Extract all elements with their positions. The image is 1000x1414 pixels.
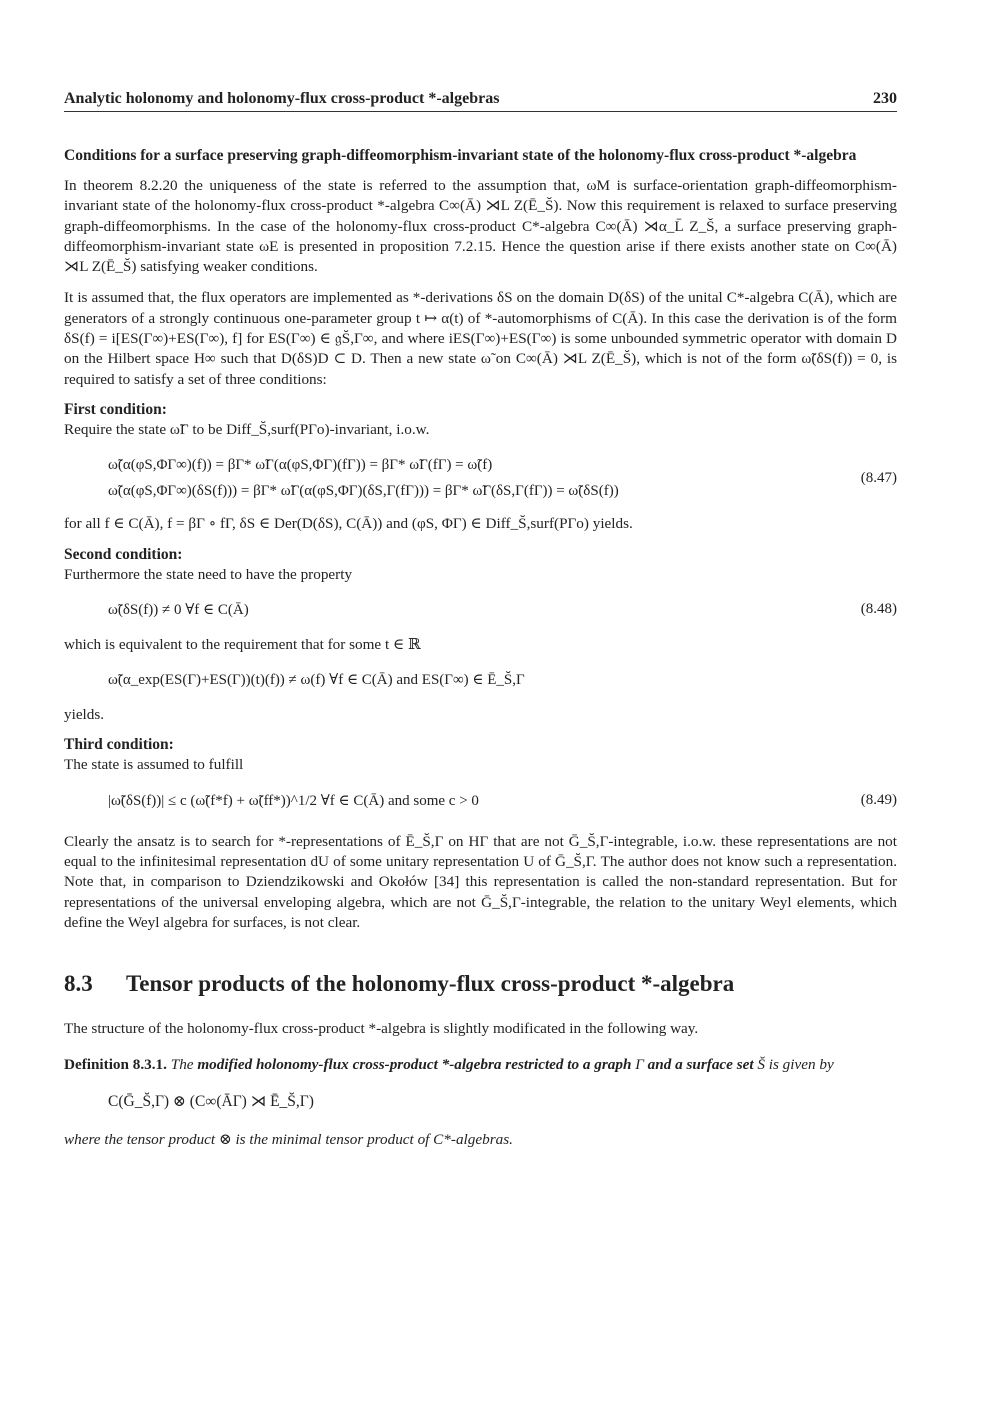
running-title: Analytic holonomy and holonomy-flux cross-product *-algebras xyxy=(64,90,500,107)
equation-8-49 xyxy=(64,790,897,812)
section-title: Tensor products of the holonomy-flux cross-product *-algebra xyxy=(126,971,735,997)
equation-8-47-line-1: ω̃(α(φS,ΦΓ∞)(f)) = βΓ* ω̃Γ(α(φS,ΦΓ)(fΓ)) = βΓ* ω̃Γ(fΓ) = ω̃(f) xyxy=(108,457,493,474)
paragraph-3: Clearly the ansatz is to search for *-representations of Ē_S̆,Γ on HΓ that are not Ḡ_S̆,Γ-integrable, i.o.w. these representations are not equal to the infinitesimal representation dU of some unitary representation U of Ḡ_S̆,Γ. The author does not know such a representation. Note that, in comparison to Dziendzikowski and Okołów [34] this representation is called the non-standard representation. But for representations of the universal enveloping algebra, which are not Ḡ_S̆,Γ-integrable, the relation to the unitary Weyl elements, which define the Weyl algebra for surfaces, is not clear. xyxy=(64,832,897,931)
definition-term-b: and a surface set xyxy=(647,1055,754,1073)
definition-formula: C(Ḡ_S̆,Γ) ⊗ (C∞(ĀΓ) ⋊ Ē_S̆,Γ) xyxy=(108,1092,314,1110)
first-condition-text: Require the state ω̃Γ to be Diff_S̆,surf(PΓo)-invariant, i.o.w. xyxy=(64,420,430,438)
definition-text-a: The xyxy=(170,1055,194,1073)
paragraph-2: It is assumed that, the flux operators are implemented as *-derivations δS on the domain D(δS) of the unital C*-algebra C(Ā), which are generators of a strongly continuous one-parameter group t ↦ α(t) of *-automorphisms of C(Ā). In this case the derivation is of the form δS(f) = i[ES(Γ∞)+ES(Γ∞), f] for ES(Γ∞) ∈ 𝔤S̆,Γ∞, and where iES(Γ∞)+ES(Γ∞) is some unbounded symmetric operator with domain D on the Hilbert space H∞ such that D(δS)D ⊂ D. Then a new state ω̃ on C∞(Ā) ⋊L Z(Ē_S̆), which is not of the form ω̃(δS(f)) = 0, is required to satisfy a set of three conditions: xyxy=(64,289,897,388)
definition-term-a: modified holonomy-flux cross-product *-algebra restricted to a graph xyxy=(197,1055,632,1073)
equation-exp: ω̃(α_exp(ES(Γ)+ES(Γ))(t)(f)) ≠ ω(f) ∀f ∈ C(Ā) and ES(Γ∞) ∈ Ē_S̆,Γ xyxy=(108,672,525,689)
section-heading xyxy=(64,969,897,999)
definition-closing: where the tensor product ⊗ is the minimal tensor product of C*-algebras. xyxy=(64,1130,513,1148)
page-number: 230 xyxy=(873,90,897,107)
section-number: 8.3 xyxy=(64,971,93,997)
equation-8-47-line-2: ω̃(α(φS,ΦΓ∞)(δS(f))) = βΓ* ω̃Γ(α(φS,ΦΓ)(δS,Γ(fΓ))) = βΓ* ω̃Γ(δS,Γ(fΓ)) = ω̃(δS(f)) xyxy=(108,483,619,500)
definition-label: Definition 8.3.1. xyxy=(64,1055,167,1073)
first-condition-after: for all f ∈ C(Ā), f = βΓ ∘ fΓ, δS ∈ Der(D(δS), C(Ā)) and (φS, ΦΓ) ∈ Diff_S̆,surf(PΓo) yields. xyxy=(64,515,633,533)
first-condition-label: First condition: xyxy=(64,400,167,418)
equation-8-47 xyxy=(64,452,897,504)
equation-8-48 xyxy=(64,599,897,621)
second-condition-text: Furthermore the state need to have the property xyxy=(64,565,353,583)
definition-8-3-1 xyxy=(64,1054,897,1075)
page xyxy=(64,90,897,1150)
equation-number: (8.48) xyxy=(860,601,897,618)
paragraph-4: The structure of the holonomy-flux cross-product *-algebra is slightly modificated in the following way. xyxy=(64,1020,699,1038)
equation-number: (8.49) xyxy=(860,792,897,809)
second-condition-yields: yields. xyxy=(64,706,105,724)
definition-text-c: S̆ is given by xyxy=(757,1055,834,1073)
equation-number: (8.47) xyxy=(860,469,897,486)
definition-text-b: Γ xyxy=(635,1055,644,1073)
equation-8-48-body: ω̃(δS(f)) ≠ 0 ∀f ∈ C(Ā) xyxy=(108,601,249,618)
equation-8-49-body: |ω̃(δS(f))| ≤ c (ω̃(f*f) + ω̃(ff*))^1/2 ∀f ∈ C(Ā) and some c > 0 xyxy=(108,792,479,809)
third-condition-text: The state is assumed to fulfill xyxy=(64,756,244,774)
conditions-heading: Conditions for a surface preserving graph-diffeomorphism-invariant state of the holonomy-flux cross-product *-algebra xyxy=(64,147,857,164)
paragraph-1: In theorem 8.2.20 the uniqueness of the state is referred to the assumption that, ωM is surface-orientation graph-diffeomorphism-invariant state of the holonomy-flux cross-product *-algebra C∞(Ā) ⋊L Z(Ē_S̆). Now this requirement is relaxed to surface preserving graph-diffeomorphisms. In the case of the holonomy-flux cross-product C*-algebra C∞(Ā) ⋊α_L̄ Z_S̆, a surface preserving graph-diffeomorphism-invariant state ωE is presented in proposition 7.2.15. Hence the question arise if there exists another state on C∞(Ā) ⋊L Z(Ē_S̆) satisfying weaker conditions. xyxy=(64,177,897,276)
second-condition-after: which is equivalent to the requirement that for some t ∈ ℝ xyxy=(64,635,421,653)
second-condition-label: Second condition: xyxy=(64,545,183,563)
running-header xyxy=(64,90,897,112)
third-condition-label: Third condition: xyxy=(64,736,174,754)
